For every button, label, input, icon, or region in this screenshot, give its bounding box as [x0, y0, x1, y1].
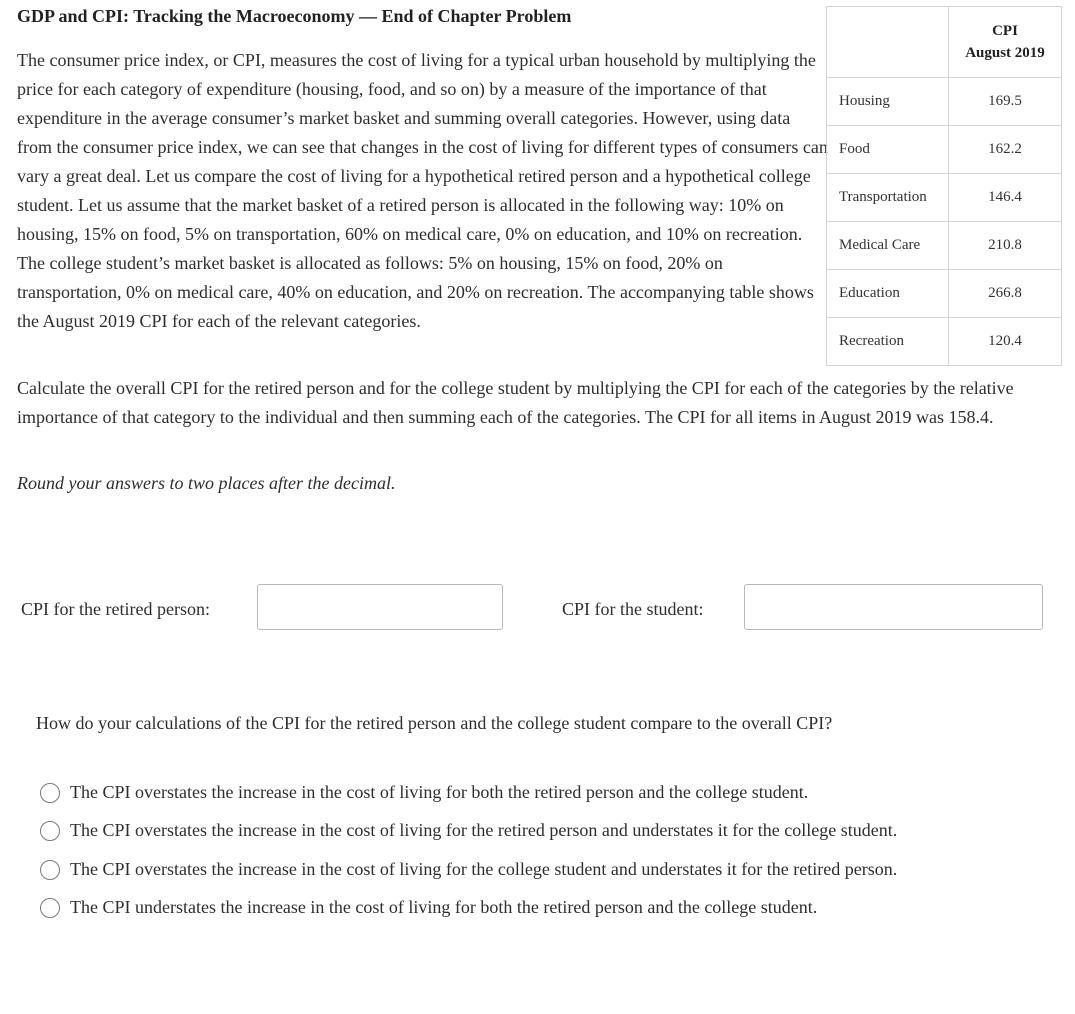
option-overstates-retired-understates-student[interactable] [40, 820, 897, 841]
category-cell: Medical Care [827, 222, 949, 270]
cpi-header-line1: CPI [992, 23, 1018, 39]
problem-title: GDP and CPI: Tracking the Macroeconomy — End of Chapter Problem [17, 6, 572, 26]
table-row [827, 318, 1062, 366]
option-understates-both[interactable] [40, 897, 817, 918]
retired-cpi-input[interactable] [257, 584, 503, 630]
student-cpi-input[interactable] [744, 584, 1043, 630]
retired-cpi-label: CPI for the retired person: [21, 599, 210, 619]
option-label: The CPI overstates the increase in the cost of living for both the retired person and the college student. [70, 782, 809, 802]
table-row [827, 126, 1062, 174]
radio-button-icon[interactable] [40, 860, 60, 880]
cpi-value-cell: 210.8 [949, 222, 1062, 270]
category-cell: Housing [827, 78, 949, 126]
rounding-note: Round your answers to two places after the decimal. [17, 473, 396, 493]
cpi-value-cell: 146.4 [949, 174, 1062, 222]
cpi-value-cell: 162.2 [949, 126, 1062, 174]
category-cell: Recreation [827, 318, 949, 366]
category-cell: Transportation [827, 174, 949, 222]
cpi-value-cell: 266.8 [949, 270, 1062, 318]
cpi-table-corner-cell [827, 7, 949, 78]
option-overstates-student-understates-retired[interactable] [40, 859, 897, 880]
cpi-table-header-row [827, 7, 1062, 78]
table-row [827, 78, 1062, 126]
option-label: The CPI overstates the increase in the cost of living for the retired person and understates it for the college student. [70, 820, 898, 840]
problem-description: The consumer price index, or CPI, measures the cost of living for a typical urban household by multiplying the price for each category of expenditure (housing, food, and so on) by a measure of the importance of that expenditure in the average consumer’s market basket and summing overall categories. However, using data from the consumer price index, we can see that changes in the cost of living for different types of consumers can vary a great deal. Let us compare the cost of living for a hypothetical retired person and a hypothetical college student. Let us assume that the market basket of a retired person is allocated in the following way: 10% on housing, 15% on food, 5% on transportation, 60% on medical care, 0% on education, and 10% on recreation. The college student’s market basket is allocated as follows: 5% on housing, 15% on food, 20% on transportation, 0% on medical care, 40% on education, and 20% on recreation. The accompanying table shows the August 2019 CPI for each of the relevant categories. [17, 50, 828, 331]
cpi-value-cell: 169.5 [949, 78, 1062, 126]
table-row [827, 270, 1062, 318]
category-cell: Education [827, 270, 949, 318]
cpi-table-header [949, 7, 1062, 78]
instructions-text: Calculate the overall CPI for the retired person and for the college student by multiplying the CPI for each of the categories by the relative importance of that category to the individual and then summing each of the categories. The CPI for all items in August 2019 was 158.4. [17, 378, 1014, 427]
table-row [827, 174, 1062, 222]
radio-button-icon[interactable] [40, 898, 60, 918]
student-cpi-label: CPI for the student: [562, 599, 704, 619]
compare-question: How do your calculations of the CPI for the retired person and the college student compare to the overall CPI? [36, 713, 833, 733]
cpi-table [826, 6, 1062, 366]
cpi-header-line2: August 2019 [965, 45, 1045, 61]
option-overstates-both[interactable] [40, 782, 808, 803]
option-label: The CPI understates the increase in the cost of living for both the retired person and the college student. [70, 897, 818, 917]
table-row [827, 222, 1062, 270]
category-cell: Food [827, 126, 949, 174]
cpi-value-cell: 120.4 [949, 318, 1062, 366]
radio-button-icon[interactable] [40, 821, 60, 841]
option-label: The CPI overstates the increase in the cost of living for the college student and understates it for the retired person. [70, 859, 898, 879]
radio-button-icon[interactable] [40, 783, 60, 803]
